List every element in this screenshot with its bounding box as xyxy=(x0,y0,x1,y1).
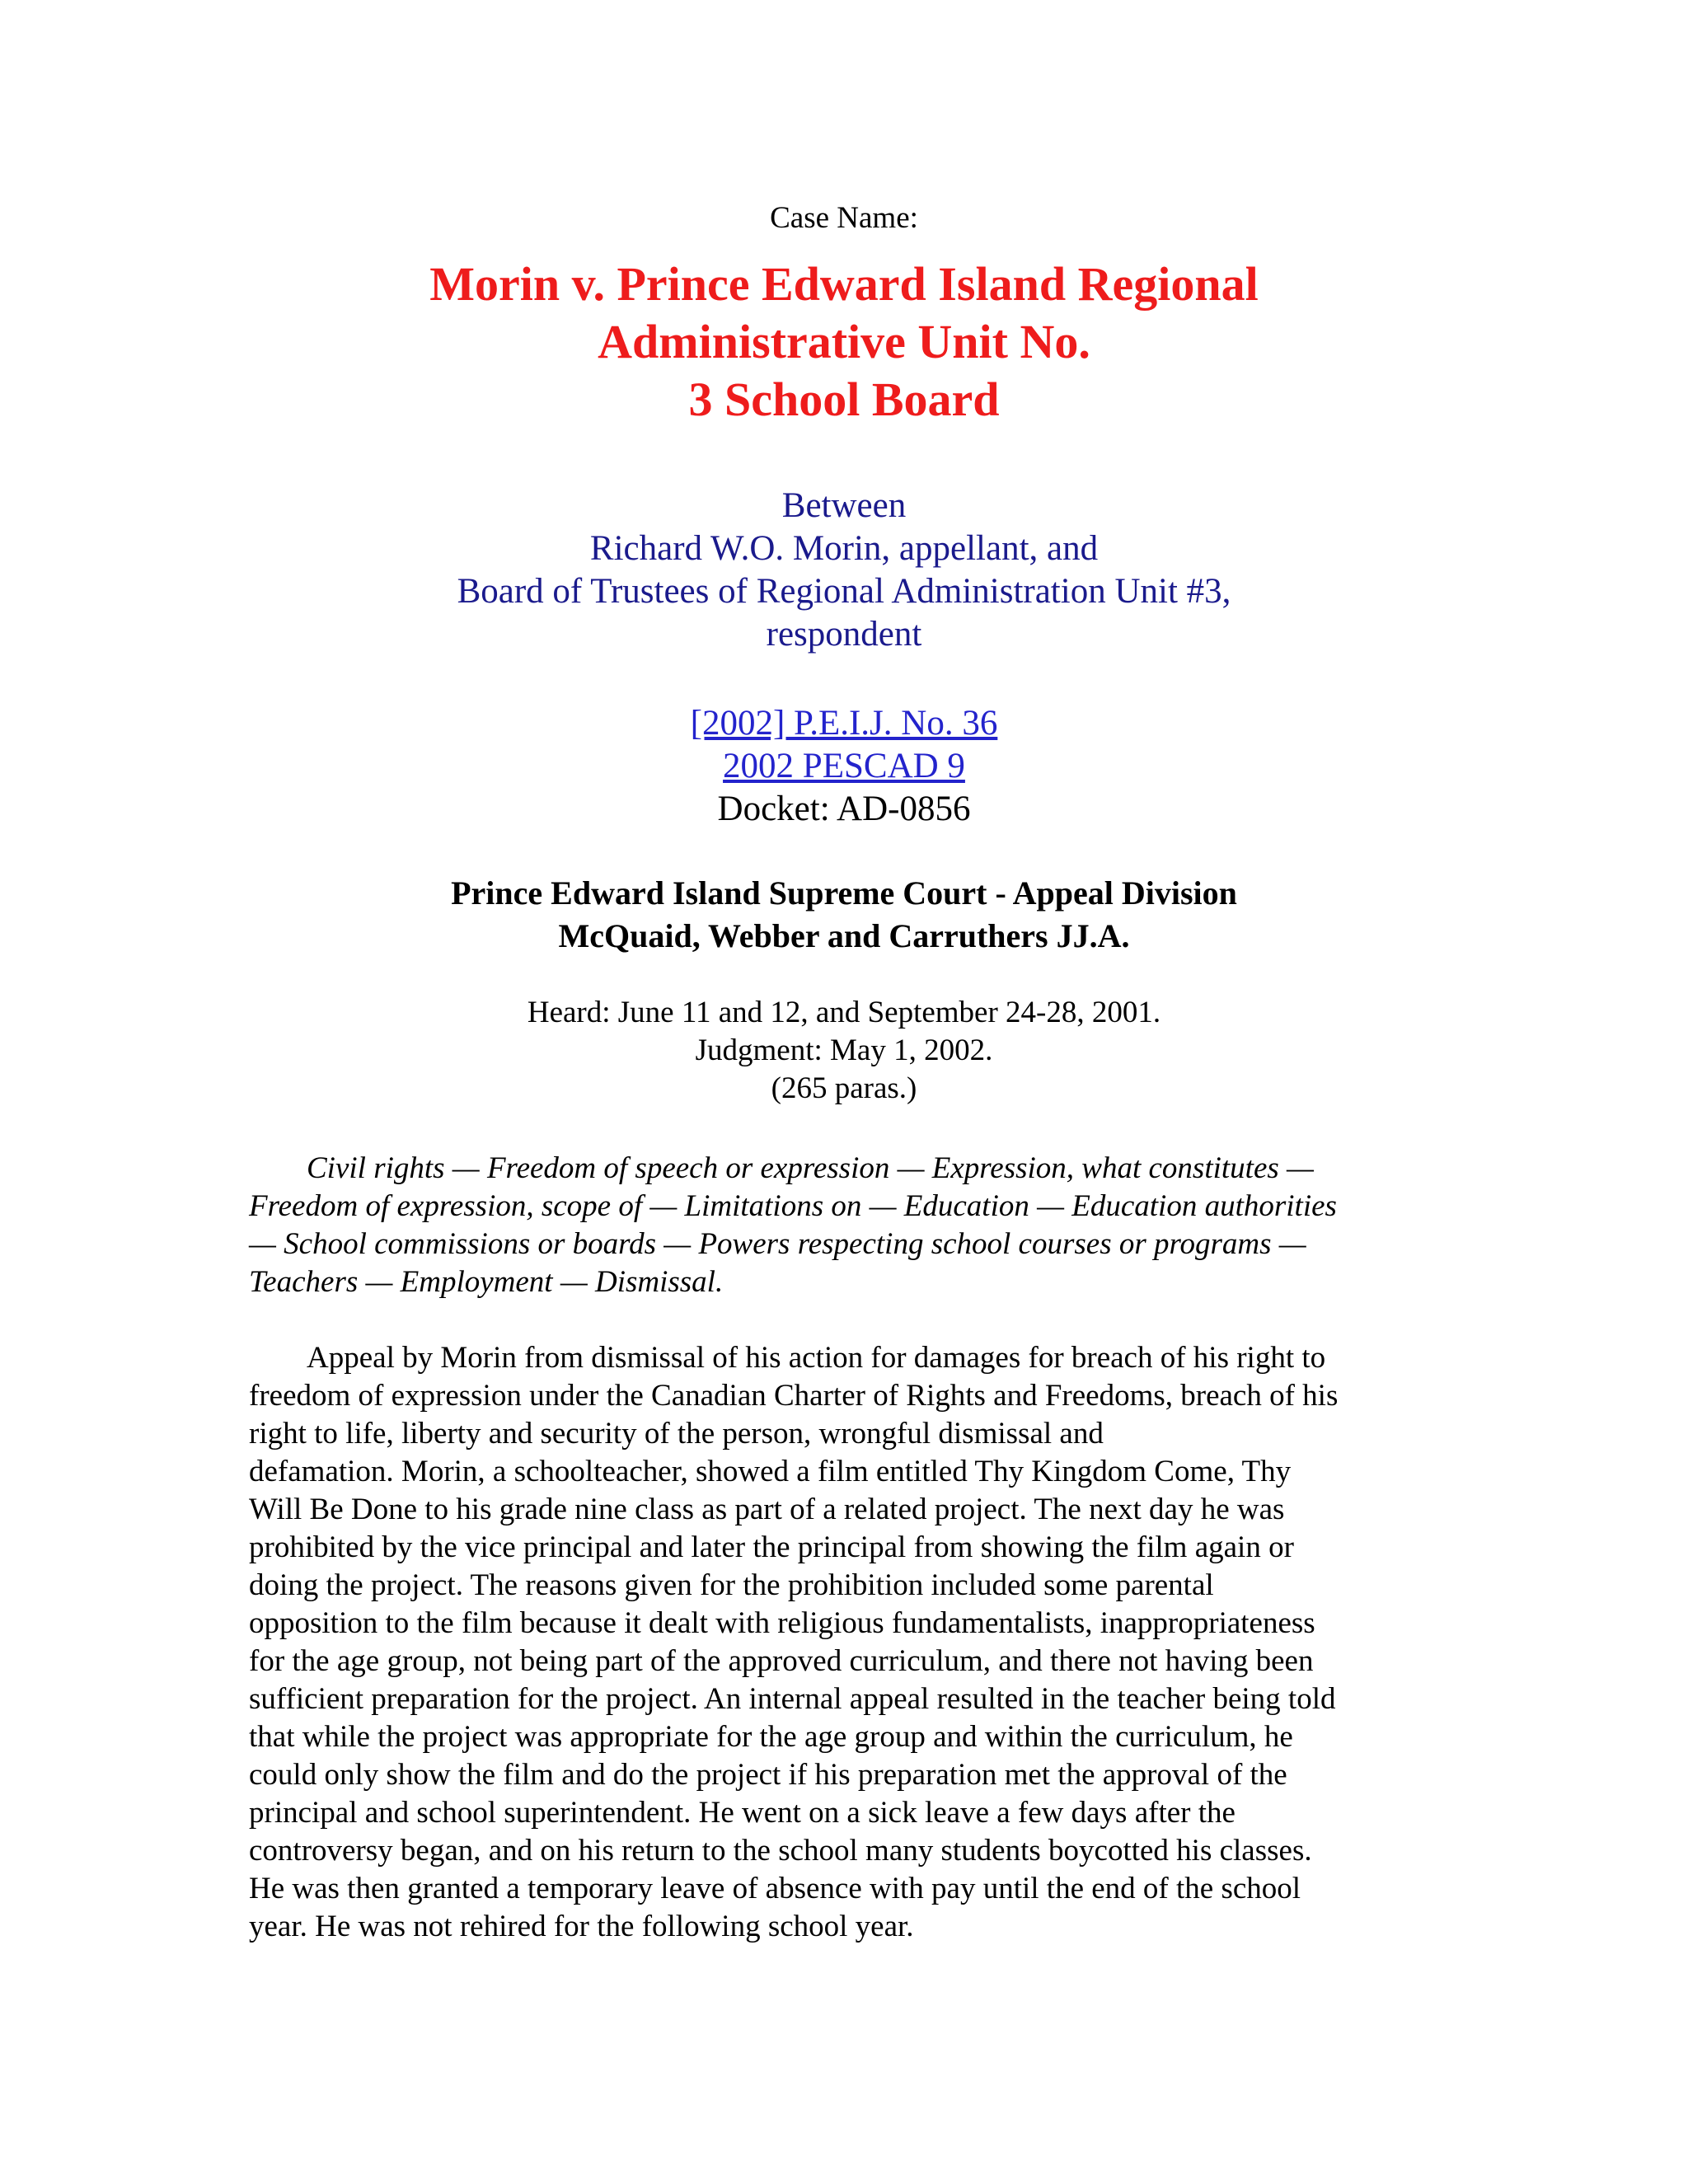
summary-line: Appeal by Morin from dismissal of his action for damages for breach of his right to xyxy=(307,1341,1326,1375)
case-title-line-3: 3 School Board xyxy=(688,373,1000,426)
summary-line: freedom of expression under the Canadian Charter of Rights and Freedoms, breach of his xyxy=(249,1379,1339,1413)
paragraph-count: (265 paras.) xyxy=(771,1071,917,1105)
summary-line: defamation. Morin, a schoolteacher, showed a film entitled Thy Kingdom Come, Thy xyxy=(249,1455,1292,1488)
summary-line: year. He was not rehired for the following school year. xyxy=(249,1910,914,1943)
keywords-line: Freedom of expression, scope of — Limitations on — Education — Education authorities xyxy=(249,1189,1337,1223)
parties-respondent-name: Board of Trustees of Regional Administration Unit #3, xyxy=(457,572,1231,611)
court-block xyxy=(0,872,1688,958)
summary-line: opposition to the film because it dealt with religious fundamentalists, inappropriateness xyxy=(249,1606,1315,1640)
keywords-line: — School commissions or boards — Powers respecting school courses or programs — xyxy=(249,1227,1306,1261)
parties-respondent-role: respondent xyxy=(766,615,922,654)
case-title-line-1: Morin v. Prince Edward Island Regional xyxy=(429,257,1259,311)
case-title xyxy=(0,255,1688,429)
court-name: Prince Edward Island Supreme Court - Appeal Division xyxy=(451,874,1237,912)
keywords-line: Civil rights — Freedom of speech or expression — Expression, what constitutes — xyxy=(307,1151,1314,1185)
summary-line: controversy began, and on his return to the school many students boycotted his classes. xyxy=(249,1834,1312,1868)
dates-block xyxy=(0,994,1688,1108)
citation-link-pescad[interactable]: 2002 PESCAD 9 xyxy=(723,747,965,785)
keywords-line: Teachers — Employment — Dismissal. xyxy=(249,1265,724,1299)
summary-line: principal and school superintendent. He went on a sick leave a few days after the xyxy=(249,1796,1236,1830)
summary-line: for the age group, not being part of the approved curriculum, and there not having been xyxy=(249,1644,1314,1678)
heard-date: Heard: June 11 and 12, and September 24-28, 2001. xyxy=(527,996,1161,1029)
summary-line: He was then granted a temporary leave of absence with pay until the end of the school xyxy=(249,1872,1301,1905)
judgment-date: Judgment: May 1, 2002. xyxy=(695,1033,993,1067)
docket-number: Docket: AD-0856 xyxy=(717,790,971,828)
parties-between: Between xyxy=(781,486,907,525)
summary-paragraph xyxy=(249,1339,1444,1946)
case-title-line-2: Administrative Unit No. xyxy=(598,315,1090,368)
summary-line: right to life, liberty and security of the person, wrongful dismissal and xyxy=(249,1417,1104,1451)
parties-block xyxy=(0,485,1688,656)
citation-link-peij[interactable]: [2002] P.E.I.J. No. 36 xyxy=(690,704,998,743)
summary-line: prohibited by the vice principal and later the principal from showing the film again or xyxy=(249,1530,1294,1564)
court-judges: McQuaid, Webber and Carruthers JJ.A. xyxy=(558,917,1130,954)
parties-appellant: Richard W.O. Morin, appellant, and xyxy=(589,529,1099,568)
summary-line: Will Be Done to his grade nine class as part of a related project. The next day he was xyxy=(249,1493,1285,1526)
keywords-paragraph xyxy=(249,1150,1444,1301)
citations-block xyxy=(0,702,1688,831)
summary-line: doing the project. The reasons given for the prohibition included some parental xyxy=(249,1568,1214,1602)
summary-line: that while the project was appropriate for the age group and within the curriculum, he xyxy=(249,1720,1293,1754)
case-name-label: Case Name: xyxy=(770,201,918,235)
summary-line: sufficient preparation for the project. An internal appeal resulted in the teacher being told xyxy=(249,1682,1336,1716)
summary-line: could only show the film and do the project if his preparation met the approval of the xyxy=(249,1758,1287,1792)
